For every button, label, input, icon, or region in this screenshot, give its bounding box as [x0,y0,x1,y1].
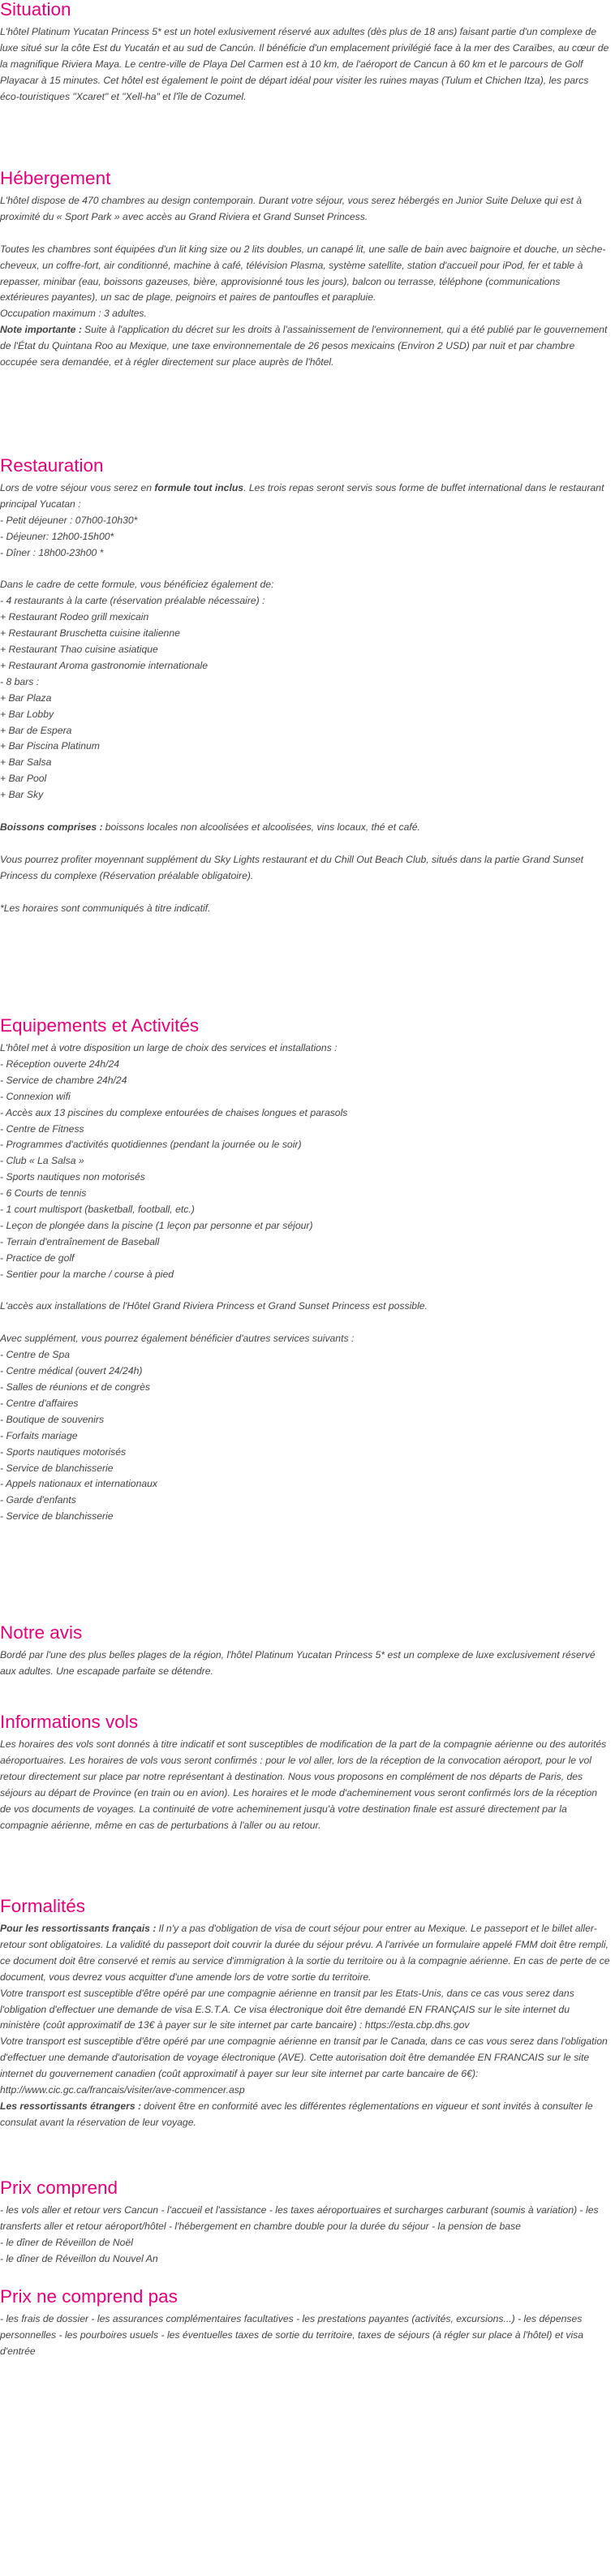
section-restauration [0,456,610,916]
list-item: - Club « La Salsa » [0,1155,84,1167]
list-item: - Petit déjeuner : 07h00-10h30* [0,514,138,526]
list-item: - Forfaits mariage [0,1429,78,1441]
avis-text: Bordé par l'une des plus belles plages de la région, l'hôtel Platinum Yucatan Princess 5* est un complexe de luxe exclusivement réservé aux adultes. Une escapade parfaite se détendre. [0,1649,596,1677]
list-item: + Restaurant Bruschetta cuisine italienne [0,627,180,640]
formalites-ca: Votre transport est susceptible d'être opéré par une compagnie aérienne en transit par le Canada, dans ce cas vous serez dans l'obligation d'effectuer une demande d'autorisation de voyage électronique (AVE). Cette autorisation doit être demandée EN FRANCAIS sur le site internet du gouvernement canadien (coût approximatif à payer sur leur site internet par carte bancaire de 6€): http://www.cic.gc.ca/francais/visiter/ave-commencer.asp [0,2035,608,2096]
equipements-list [0,1057,610,1283]
list-item: - Sentier pour la marche / course à pied [0,1268,174,1280]
foreign-text: doivent être en conformité avec les différentes réglementations en vigueur et sont invités à consulter le consulat avant la réservation de leur voyage. [0,2100,593,2128]
list-item: + Restaurant Rodeo grill mexicain [0,611,149,623]
restaurants-intro: - 4 restaurants à la carte (réservation préalable nécessaire) : [0,595,265,607]
formula-intro: Dans le cadre de cette formule, vous bénéficiez également de: [0,579,274,591]
equipements-intro: L'hôtel met à votre disposition un large de choix des services et installations : [0,1042,338,1053]
hebergement-occupation: Occupation maximum : 3 adultes. [0,308,147,320]
list-item: - Service de blanchisserie [0,1510,114,1523]
hours-footnote: *Les horaires sont communiqués à titre indicatif. [0,902,211,914]
list-item: - Programmes d'activités quotidiennes (pendant la journée ou le soir) [0,1139,302,1151]
list-item: + Bar Piscina Platinum [0,740,100,752]
situation-paragraph: L'hôtel Platinum Yucatan Princess 5* est un hotel exlusivement réservé aux adultes (dès plus de 18 ans) faisant partie d'un complexe de luxe situé sur la côte Est du Yucatán et au sud de Cancún. Il bénéficie d'un emplacement privilégié face à la mer des Caraïbes, au cœur de la magnifique Riviera Maya. Le centre-ville de Playa Del Carmen est à 10 km, de l'aéroport de Cancun à 60 km et le parcours de Golf Playacar à 15 minutes. Cet hôtel est également le point de départ idéal pour visiter les ruines mayas (Tulum et Chichen Itza), les parcs éco-touristiques "Xcaret" et "Xell-ha" et l'île de Cozumel. [0,26,609,102]
fr-text: Il n'y a pas d'obligation de visa de court séjour pour entrer au Mexique. Le passeport et le billet aller-retour sont obligatoires. La validité du passeport doit couvrir la durée du séjour prévu. A l'arrivée un formulaire appelé FMM doit être rempli, ce document doit être conservé et remis au service d'immigration à la sortie du territoire ou à la compagnie aérienne. En cas de perte de ce document, vous devrez vous acquitter d'une amende lors de votre sortie du territoire. [0,1923,610,1983]
bars-list [0,691,610,803]
list-item: + Restaurant Aroma gastronomie internationale [0,659,208,671]
list-item: - Terrain d'entraînement de Baseball [0,1235,160,1247]
equipements-title: Equipements et Activités [0,1015,200,1036]
hebergement-title: Hébergement [0,168,111,188]
section-avis [0,1623,610,1680]
section-prix-ne-comprend [0,2287,610,2360]
note-text: Suite à l'application du décret sur les droits à l'assainissement de l'environnement, qui a été publié par le gouvernement de l'État du Quintana Roo au Mexique, une taxe environnementale de 26 pesos mexicains (Environ 2 USD) par nuit et par chambre occupée sera demandée, et à régler directement sur place auprès de l'hôtel. [0,324,608,368]
list-item: - le dîner de Réveillon du Nouvel An [0,2252,158,2264]
drinks [0,820,610,836]
list-item: - Accès aux 13 piscines du complexe entourées de chaises longues et parasols [0,1106,348,1118]
supplement-intro: Avec supplément, vous pourrez également bénéficier d'autres services suivants : [0,1333,355,1345]
section-situation [0,0,610,106]
section-hebergement [0,169,610,371]
avis-title: Notre avis [0,1622,83,1643]
fr-label: Pour les ressortissants français : [0,1923,157,1934]
list-item: + Bar Lobby [0,708,54,720]
vols-text: Les horaires des vols sont donnés à titre indicatif et sont susceptibles de modification de la part de la compagnie aérienne ou des autorités aéroportuaires. Les horaires de vols vous seront confirmés : pour le vol aller, lors de la réception de la convocation aéroport, pour le vol retour directement sur place par notre représentant à destination. Nous vous proposons en complément de nos départs de Paris, des séjours au départ de Province (en train ou en avion). Les horaires et le mode d'acheminement vous seront confirmés lors de la réception de vos documents de voyages. La continuité de votre acheminement jusqu'à votre destination finale est assuré directement par la compagnie aérienne, même en cas de perturbations à l'aller ou au retour. [0,1738,607,1831]
list-item: - Sports nautiques non motorisés [0,1171,145,1183]
list-item: - Salles de réunions et de congrès [0,1381,150,1393]
drinks-text: boissons locales non alcoolisées et alcoolisées, vins locaux, thé et café. [105,821,420,833]
list-item: - Dîner : 18h00-23h00 * [0,546,104,558]
supplement-list [0,1347,610,1525]
list-item: - Boutique de souvenirs [0,1413,105,1425]
intro-bold: formule tout inclus [154,482,244,493]
meals-list [0,513,610,562]
section-equipements [0,1016,610,1525]
section-vols [0,1712,610,1833]
sky-lights-text: Vous pourrez profiter moyennant supplément du Sky Lights restaurant et du Chill Out Beach Club, situés dans la partie Grand Sunset Princess du complexe (Réservation préalable obligatoire). [0,853,584,881]
section-formalites [0,1897,610,2131]
restaurants-list [0,610,610,674]
equipements-access: L'accès aux installations de l'Hôtel Grand Riviera Princess et Grand Sunset Princess est possible. [0,1300,428,1312]
list-item: + Bar Salsa [0,756,52,769]
prix-ne-comprend-text: - les frais de dossier - les assurances complémentaires facultatives - les prestations payantes (activités, excursions...) - les dépenses personnelles - les pourboires usuels - les éventuelles taxes de sortie du territoire, taxes de séjours (à régler sur place à l'hôtel) et visa d'entrée [0,2313,584,2357]
restauration-title: Restauration [0,455,104,476]
intro-after: . Les trois repas seront servis sous forme de buffet international dans le restaurant principal Yucatan : [0,482,604,510]
list-item: - les vols aller et retour vers Cancun - l'accueil et l'assistance - les taxes aéroportuaires et surcharges carburant (soumis à variation) - les transferts aller et retour aéroport/hôtel - l'hébergement en chambre double pour la durée du séjour - la pension de base [0,2204,599,2232]
restauration-intro [0,480,610,513]
foreign-label: Les ressortissants étrangers : [0,2100,142,2112]
list-item: - Centre de Spa [0,1349,71,1361]
list-item: - Garde d'enfants [0,1494,76,1506]
list-item: - Réception ouverte 24h/24 [0,1058,120,1070]
prix-ne-comprend-title: Prix ne comprend pas [0,2286,178,2307]
list-item: + Bar Sky [0,789,44,801]
formalites-title: Formalités [0,1896,86,1916]
prix-comprend-title: Prix comprend [0,2178,118,2198]
prix-comprend-list [0,2203,610,2268]
list-item: - Centre de Fitness [0,1122,84,1135]
section-prix-comprend [0,2178,610,2268]
note-label: Note importante : [0,324,82,336]
list-item: + Bar de Espera [0,724,72,736]
hebergement-note [0,322,610,371]
list-item: - Déjeuner: 12h00-15h00* [0,530,114,542]
vols-title: Informations vols [0,1712,139,1732]
list-item: - 6 Courts de tennis [0,1187,87,1200]
list-item: - Service de blanchisserie [0,1462,114,1474]
list-item: - Centre d'affaires [0,1397,79,1409]
list-item: - Sports nautiques motorisés [0,1445,127,1458]
list-item: - Service de chambre 24h/24 [0,1074,127,1086]
formalites-fr [0,1921,610,1986]
list-item: - 1 court multisport (basketball, football, etc.) [0,1204,195,1216]
list-item: - Centre médical (ouvert 24/24h) [0,1365,143,1377]
list-item: + Bar Pool [0,773,47,785]
bars-intro: - 8 bars : [0,675,40,687]
formalites-us: Votre transport est susceptible d'être opéré par une compagnie aérienne en transit par les Etats-Unis, dans ce cas vous serez dans l'obligation d'effectuer une demande de visa E.S.T.A. Ce visa électronique doit être demandé EN FRANÇAIS sur le site internet du ministère (coût approximatif de 13€ à payer sur le site internet par carte bancaire) : https://esta.cbp.dhs.gov [0,1987,574,2031]
intro-before: Lors de votre séjour vous serez en [0,482,152,493]
hebergement-paragraph-1: L'hôtel dispose de 470 chambres au design contemporain. Durant votre séjour, vous serez hébergés en Junior Suite Deluxe qui est à proximité du « Sport Park » avec accès au Grand Riviera et Grand Sunset Princess. [0,195,583,222]
drinks-label: Boissons comprises : [0,821,103,833]
list-item: - Practice de golf [0,1251,75,1264]
hebergement-paragraph-2: Toutes les chambres sont équipées d'un lit king size ou 2 lits doubles, un canapé lit, une salle de bain avec baignoire et douche, un sèche-cheveux, un coffre-fort, air conditionné, machine à café, télévision Plasma, système satellite, station d'accueil pour iPod, fer et table à repasser, minibar (eau, boissons gazeuses, bière, approvisionné tous les jours), balcon ou terrasse, téléphone (communications extérieures payantes), un sac de plage, peignoirs et paires de pantoufles et parapluie. [0,243,606,304]
list-item: + Bar Plaza [0,691,52,704]
list-item: + Restaurant Thao cuisine asiatique [0,644,158,656]
list-item: - Appels nationaux et internationaux [0,1478,157,1490]
situation-title: Situation [0,0,71,19]
list-item: - Leçon de plongée dans la piscine (1 leçon par personne et par séjour) [0,1219,313,1231]
list-item: - Connexion wifi [0,1090,71,1102]
list-item: - le dîner de Réveillon de Noël [0,2236,133,2248]
formalites-foreign [0,2099,610,2131]
